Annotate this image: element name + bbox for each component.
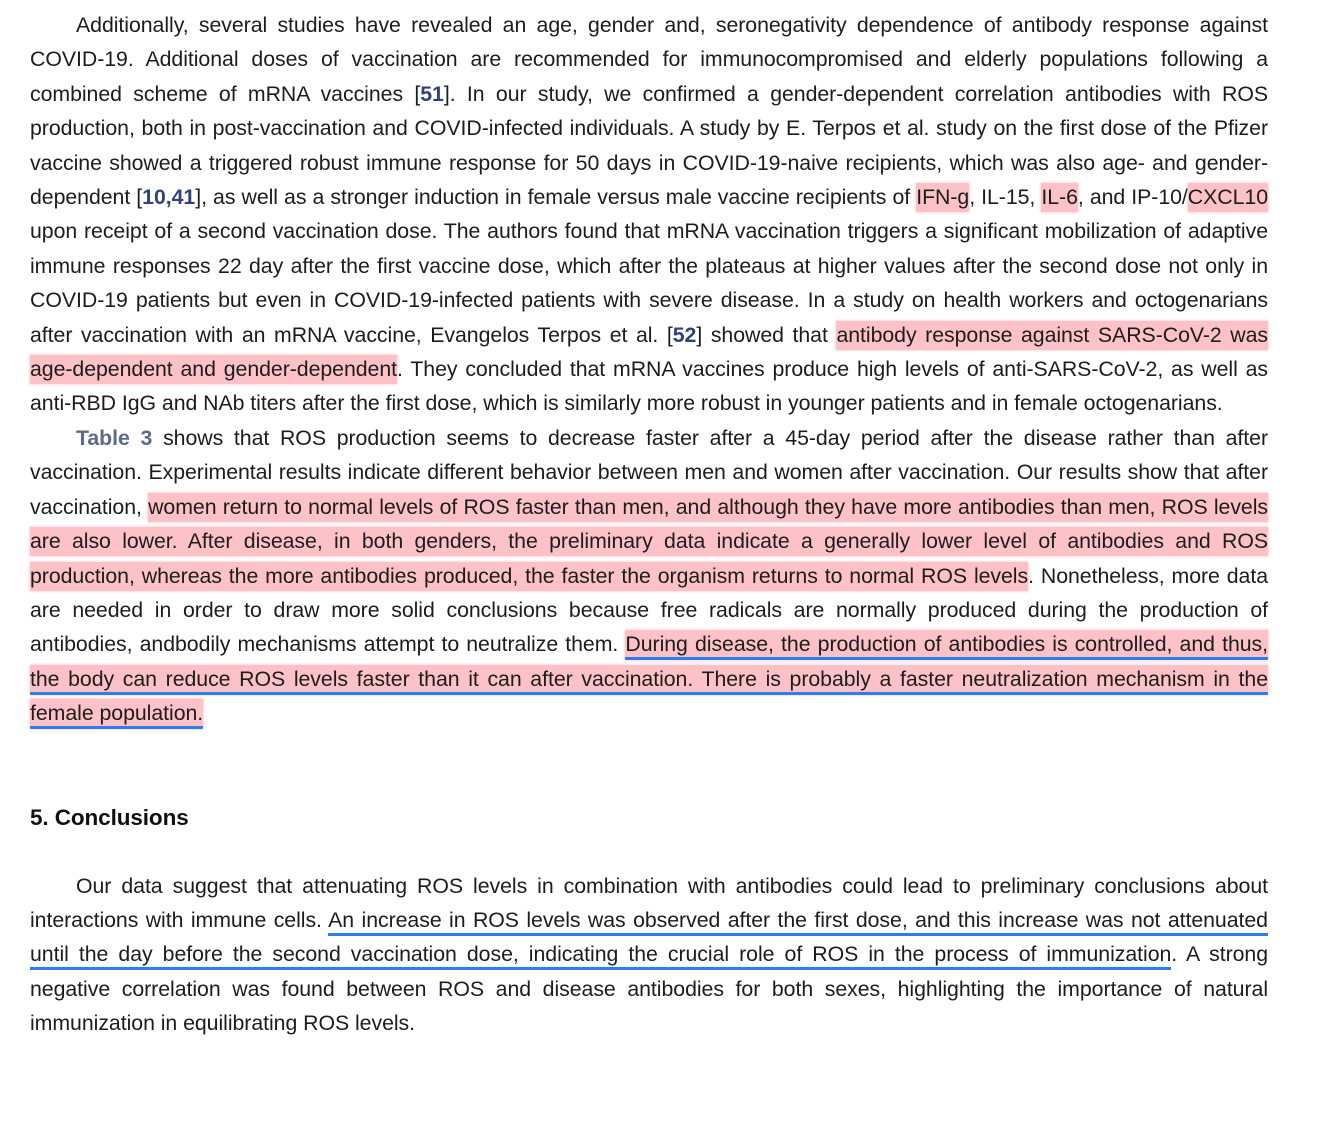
highlight-ifn-g: IFN-g: [916, 183, 969, 212]
text-run: ]. In our study, we confirmed a gender-dependent correlation antibodies with ROS production, both in post-vaccination and COVID-infected individuals. A study by E. Terpos et al. study on the first dose of the Pfizer vaccine showed a triggered robust immune response for 50 days in COVID-19-naive recipients, which was also age- and gender-dependent [: [30, 81, 1268, 210]
text-run: shows that ROS production seems to decrease faster after a 45-day period after the disease rather than after vaccination. Experimental results indicate different behavior between men and women after vaccination. Our results show that after vaccination,: [30, 425, 1268, 519]
text-run: upon receipt of a second vaccination dose. The authors found that mRNA vaccination triggers a significant mobilization of adaptive immune responses 22 day after the first vaccine dose, which after the plateaus at higher values after the second dose not only in COVID-19 patients but even in COVID-19-infected patients with severe disease. In a study on health workers and octogenarians after vaccination with an mRNA vaccine, Evangelos Terpos et al. [: [30, 219, 1268, 347]
citation-link-52[interactable]: 52: [672, 322, 697, 347]
text-run: ], as well as a stronger induction in female versus male vaccine recipients of: [195, 185, 917, 210]
heading-conclusions: 5. Conclusions: [30, 804, 189, 830]
paragraph-table3-discussion: [30, 421, 1268, 731]
text-run: , IL-15,: [969, 185, 1042, 210]
text-run: Additionally, several studies have revealed an age, gender and, seronegativity dependence of antibody response against COVID-19. Additional doses of vaccination are recommended for immunocompromised and elderly populations following a combined scheme of mRNA vaccines [: [30, 13, 1268, 106]
highlight-cxcl10: CXCL10: [1188, 183, 1268, 212]
highlight-il-6: IL-6: [1041, 183, 1078, 212]
section-spacer: [30, 731, 1268, 805]
highlight-antibody-response-sars-cov-2: antibody response against SARS-CoV-2 was age-dependent and gender-dependent: [30, 321, 1268, 384]
text-run: , and IP-10/: [1077, 185, 1188, 210]
underline-ros-increase-first-dose: An increase in ROS levels was observed after the first dose, and this increase was not attenuated until the day before the second vaccination dose, indicating the crucial role of ROS in the process of immunization: [30, 908, 1268, 970]
text-run: ] showed that: [696, 322, 837, 347]
paragraph-conclusions-body: [30, 869, 1268, 1041]
highlight-women-return-normal-ros: women return to normal levels of ROS faster than men, and although they have more antibodies than men, ROS levels are also lower. After disease, in both genders, the preliminary data indicate a generally lower level of antibodies and ROS production, whereas the more antibodies produced, the faster the organism returns to normal ROS levels: [30, 493, 1268, 591]
citation-link-10-41[interactable]: 10,41: [142, 185, 196, 210]
text-run: . A strong negative correlation was found between ROS and disease antibodies for both sexes, highlighting the importance of natural immunization in equilibrating ROS levels.: [30, 942, 1269, 1036]
text-run: . Nonetheless, more data are needed in order to draw more solid conclusions because free radicals are normally produced during the production of antibodies, andbodily mechanisms attempt to neutralize them.: [30, 563, 1268, 657]
paragraph-antibody-response: [30, 8, 1268, 421]
text-run: . They concluded that mRNA vaccines produce high levels of anti-SARS-CoV-2, as well as anti-RBD IgG and NAb titers after the first dose, which is similarly more robust in younger patients and in female octogenarians.: [30, 357, 1268, 416]
highlight-underline-during-disease: During disease, the production of antibodies is controlled, and thus, the body can reduce ROS levels faster than it can after vaccination. There is probably a faster neutralization mechanism in the female population.: [30, 630, 1268, 729]
text-run: Our data suggest that attenuating ROS levels in combination with antibodies could lead to preliminary conclusions about interactions with immune cells.: [30, 873, 1268, 932]
citation-link-51[interactable]: 51: [420, 81, 444, 106]
heading-spacer: [30, 831, 1268, 869]
crossref-link-table-3[interactable]: Table 3: [76, 425, 153, 450]
